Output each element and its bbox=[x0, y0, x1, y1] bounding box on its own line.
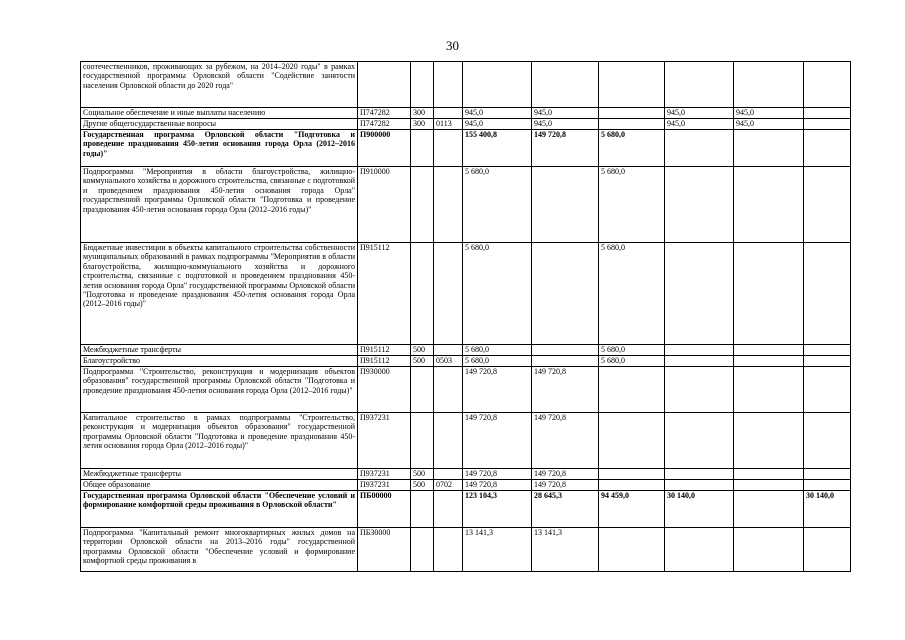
amount-5-cell: 945,0 bbox=[734, 108, 804, 119]
table-row bbox=[81, 167, 851, 243]
amount-5-cell bbox=[734, 413, 804, 469]
amount-6-cell bbox=[804, 367, 851, 413]
section-cell bbox=[434, 243, 463, 345]
total-amount-cell: 123 104,3 bbox=[463, 491, 532, 528]
table-row bbox=[81, 491, 851, 528]
section-cell bbox=[434, 345, 463, 356]
item-name-cell: Капитальное строительство в рамках подпрограммы "Строительство, реконструкция и модернизация объектов образования" государственной программы Орловской области "Подготовка и проведение празднования 450-летия основания города Орла (2012–2016 годы)" bbox=[81, 413, 358, 469]
item-name-cell: Подпрограмма "Капитальный ремонт многоквартирных жилых домов на территории Орловской области на 2013–2016 годы" государственной программы Орловской области "Обеспечение условий и формирование комфортной среды проживания в bbox=[81, 528, 358, 572]
expense-type-cell bbox=[411, 62, 434, 108]
amount-4-cell bbox=[665, 367, 734, 413]
expense-type-cell: 300 bbox=[411, 119, 434, 130]
item-name-cell: Общее образование bbox=[81, 480, 358, 491]
amount-5-cell bbox=[734, 62, 804, 108]
amount-6-cell bbox=[804, 130, 851, 167]
table-row bbox=[81, 413, 851, 469]
total-amount-cell bbox=[463, 62, 532, 108]
section-cell bbox=[434, 130, 463, 167]
amount-6-cell bbox=[804, 119, 851, 130]
section-cell bbox=[434, 413, 463, 469]
expense-type-cell: 500 bbox=[411, 345, 434, 356]
table-row bbox=[81, 108, 851, 119]
total-amount-cell: 945,0 bbox=[463, 119, 532, 130]
table-row bbox=[81, 119, 851, 130]
target-code-cell: П937231 bbox=[358, 413, 411, 469]
amount-3-cell: 5 680,0 bbox=[599, 167, 665, 243]
section-cell: 0503 bbox=[434, 356, 463, 367]
amount-3-cell: 5 680,0 bbox=[599, 130, 665, 167]
expense-type-cell: 500 bbox=[411, 469, 434, 480]
amount-5-cell bbox=[734, 367, 804, 413]
table-row bbox=[81, 367, 851, 413]
amount-4-cell bbox=[665, 480, 734, 491]
total-amount-cell: 149 720,8 bbox=[463, 367, 532, 413]
expense-type-cell bbox=[411, 528, 434, 572]
item-name-cell: Благоустройство bbox=[81, 356, 358, 367]
amount-2-cell bbox=[532, 62, 599, 108]
expense-type-cell: 300 bbox=[411, 108, 434, 119]
amount-3-cell: 5 680,0 bbox=[599, 243, 665, 345]
item-name-cell: Межбюджетные трансферты bbox=[81, 345, 358, 356]
amount-5-cell bbox=[734, 528, 804, 572]
target-code-cell: П915112 bbox=[358, 356, 411, 367]
table-row bbox=[81, 130, 851, 167]
total-amount-cell: 5 680,0 bbox=[463, 356, 532, 367]
amount-3-cell bbox=[599, 528, 665, 572]
amount-5-cell bbox=[734, 345, 804, 356]
amount-4-cell bbox=[665, 345, 734, 356]
amount-4-cell bbox=[665, 413, 734, 469]
expense-type-cell bbox=[411, 413, 434, 469]
amount-3-cell bbox=[599, 367, 665, 413]
amount-5-cell bbox=[734, 167, 804, 243]
amount-3-cell: 5 680,0 bbox=[599, 345, 665, 356]
item-name-cell: Бюджетные инвестиции в объекты капитального строительства собственности муниципальных образований в рамках подпрограммы "Мероприятия в области благоустройства, жилищно-коммунального хозяйства и дорожного строительства, связанные с подготовкой и проведением празднования 450-летия основания города Орла" государственной программы Орловской области "Подготовка и проведение празднования 450-летия основания города Орла (2012–2016 годы)" bbox=[81, 243, 358, 345]
amount-6-cell bbox=[804, 480, 851, 491]
amount-2-cell bbox=[532, 345, 599, 356]
amount-4-cell: 30 140,0 bbox=[665, 491, 734, 528]
table-row bbox=[81, 469, 851, 480]
amount-6-cell bbox=[804, 413, 851, 469]
target-code-cell bbox=[358, 62, 411, 108]
amount-5-cell bbox=[734, 469, 804, 480]
amount-5-cell bbox=[734, 130, 804, 167]
target-code-cell: П915112 bbox=[358, 243, 411, 345]
section-cell bbox=[434, 108, 463, 119]
amount-3-cell bbox=[599, 62, 665, 108]
amount-2-cell: 13 141,3 bbox=[532, 528, 599, 572]
target-code-cell: П915112 bbox=[358, 345, 411, 356]
amount-4-cell bbox=[665, 356, 734, 367]
amount-6-cell bbox=[804, 62, 851, 108]
amount-3-cell: 5 680,0 bbox=[599, 356, 665, 367]
expense-type-cell bbox=[411, 491, 434, 528]
table-row bbox=[81, 62, 851, 108]
amount-3-cell bbox=[599, 108, 665, 119]
item-name-cell: Подпрограмма "Мероприятия в области благоустройства, жилищно-коммунального хозяйства и дорожного строительства, связанные с подготовкой и проведением празднования 450-летия основания города Орла" государственной программы Орловской области "Подготовка и проведение празднования 450-летия основания города Орла (2012–2016 годы)" bbox=[81, 167, 358, 243]
table-row bbox=[81, 528, 851, 572]
target-code-cell: П930000 bbox=[358, 367, 411, 413]
amount-6-cell bbox=[804, 243, 851, 345]
total-amount-cell: 5 680,0 bbox=[463, 345, 532, 356]
target-code-cell: П747282 bbox=[358, 108, 411, 119]
amount-5-cell: 945,0 bbox=[734, 119, 804, 130]
table-body bbox=[81, 62, 851, 572]
amount-5-cell bbox=[734, 491, 804, 528]
item-name-cell: Государственная программа Орловской области "Обеспечение условий и формирование комфортной среды проживания в Орловской области" bbox=[81, 491, 358, 528]
total-amount-cell: 13 141,3 bbox=[463, 528, 532, 572]
expense-type-cell bbox=[411, 367, 434, 413]
target-code-cell: ПБ00000 bbox=[358, 491, 411, 528]
amount-3-cell: 94 459,0 bbox=[599, 491, 665, 528]
amount-4-cell bbox=[665, 62, 734, 108]
total-amount-cell: 149 720,8 bbox=[463, 413, 532, 469]
amount-2-cell: 28 645,3 bbox=[532, 491, 599, 528]
amount-2-cell: 149 720,8 bbox=[532, 367, 599, 413]
amount-4-cell: 945,0 bbox=[665, 119, 734, 130]
expense-type-cell bbox=[411, 243, 434, 345]
amount-2-cell bbox=[532, 167, 599, 243]
total-amount-cell: 945,0 bbox=[463, 108, 532, 119]
budget-table bbox=[80, 61, 851, 572]
total-amount-cell: 149 720,8 bbox=[463, 480, 532, 491]
expense-type-cell: 500 bbox=[411, 480, 434, 491]
section-cell bbox=[434, 528, 463, 572]
expense-type-cell: 500 bbox=[411, 356, 434, 367]
amount-2-cell bbox=[532, 243, 599, 345]
item-name-cell: Межбюджетные трансферты bbox=[81, 469, 358, 480]
item-name-cell: соотечественников, проживающих за рубежом, на 2014–2020 годы" в рамках государственной программы Орловской области "Содействие занятости населения Орловской области до 2020 года" bbox=[81, 62, 358, 108]
amount-2-cell: 945,0 bbox=[532, 108, 599, 119]
amount-5-cell bbox=[734, 356, 804, 367]
amount-3-cell bbox=[599, 480, 665, 491]
item-name-cell: Подпрограмма "Строительство, реконструкция и модернизация объектов образования" государственной программы Орловской области "Подготовка и проведение празднования 450-летия основания города Орла (2012–2016 годы)" bbox=[81, 367, 358, 413]
amount-4-cell bbox=[665, 243, 734, 345]
amount-3-cell bbox=[599, 413, 665, 469]
target-code-cell: П910000 bbox=[358, 167, 411, 243]
total-amount-cell: 155 400,8 bbox=[463, 130, 532, 167]
amount-2-cell bbox=[532, 356, 599, 367]
amount-6-cell bbox=[804, 345, 851, 356]
item-name-cell: Социальное обеспечение и иные выплаты населению bbox=[81, 108, 358, 119]
target-code-cell: П900000 bbox=[358, 130, 411, 167]
amount-6-cell bbox=[804, 167, 851, 243]
amount-6-cell bbox=[804, 108, 851, 119]
target-code-cell: П937231 bbox=[358, 469, 411, 480]
total-amount-cell: 149 720,8 bbox=[463, 469, 532, 480]
amount-3-cell bbox=[599, 469, 665, 480]
amount-2-cell: 149 720,8 bbox=[532, 469, 599, 480]
target-code-cell: П747282 bbox=[358, 119, 411, 130]
section-cell bbox=[434, 167, 463, 243]
table-row bbox=[81, 480, 851, 491]
amount-2-cell: 149 720,8 bbox=[532, 413, 599, 469]
item-name-cell: Государственная программа Орловской области "Подготовка и проведение празднования 450-летия основания города Орла (2012–2016 годы)" bbox=[81, 130, 358, 167]
amount-6-cell bbox=[804, 469, 851, 480]
section-cell bbox=[434, 469, 463, 480]
amount-4-cell bbox=[665, 167, 734, 243]
item-name-cell: Другие общегосударственные вопросы bbox=[81, 119, 358, 130]
amount-6-cell: 30 140,0 bbox=[804, 491, 851, 528]
target-code-cell: П937231 bbox=[358, 480, 411, 491]
table-row bbox=[81, 345, 851, 356]
amount-2-cell: 945,0 bbox=[532, 119, 599, 130]
target-code-cell: ПБ30000 bbox=[358, 528, 411, 572]
section-cell bbox=[434, 62, 463, 108]
table-row bbox=[81, 356, 851, 367]
amount-3-cell bbox=[599, 119, 665, 130]
total-amount-cell: 5 680,0 bbox=[463, 167, 532, 243]
amount-5-cell bbox=[734, 480, 804, 491]
page-number: 30 bbox=[446, 38, 459, 53]
amount-4-cell bbox=[665, 130, 734, 167]
amount-4-cell bbox=[665, 528, 734, 572]
amount-6-cell bbox=[804, 356, 851, 367]
section-cell: 0702 bbox=[434, 480, 463, 491]
section-cell: 0113 bbox=[434, 119, 463, 130]
amount-5-cell bbox=[734, 243, 804, 345]
expense-type-cell bbox=[411, 167, 434, 243]
section-cell bbox=[434, 491, 463, 528]
amount-4-cell bbox=[665, 469, 734, 480]
amount-2-cell: 149 720,8 bbox=[532, 130, 599, 167]
section-cell bbox=[434, 367, 463, 413]
amount-6-cell bbox=[804, 528, 851, 572]
table-row bbox=[81, 243, 851, 345]
expense-type-cell bbox=[411, 130, 434, 167]
amount-4-cell: 945,0 bbox=[665, 108, 734, 119]
total-amount-cell: 5 680,0 bbox=[463, 243, 532, 345]
amount-2-cell: 149 720,8 bbox=[532, 480, 599, 491]
